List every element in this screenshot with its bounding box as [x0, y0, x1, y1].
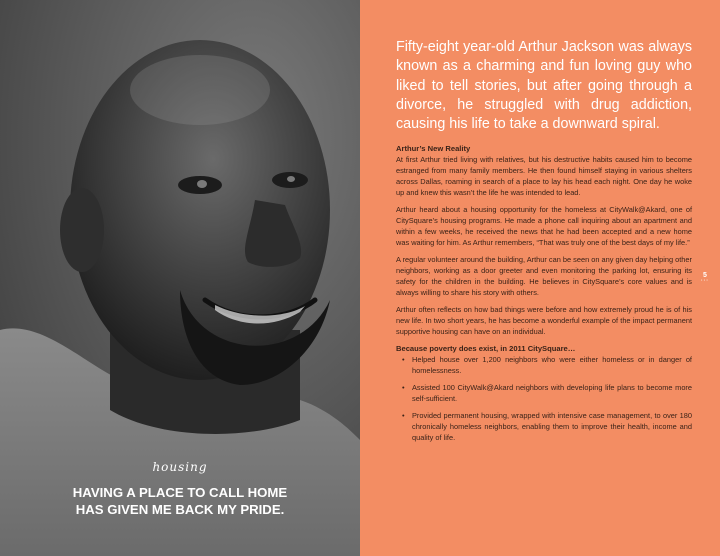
housing-label: housing	[152, 460, 208, 474]
pull-quote	[40, 484, 320, 518]
article-body	[396, 143, 692, 449]
lead-paragraph: Fifty-eight year-old Arthur Jackson was always known as a charming and fun loving guy who liked to tell stories, but after going through a divorce, he struggled with drug addiction, causing his life to take a downward spiral.	[396, 39, 692, 133]
right-page	[360, 0, 720, 556]
paragraph: A regular volunteer around the building, Arthur can be seen on any given day helping other neighbors, working as a door greeter and even monitoring the parking lot, ensuring its safety for the children in the building. He believes in CitySquare’s core values and is always willing to share his story with others.	[396, 255, 692, 297]
paragraph: Arthur heard about a housing opportunity for the homeless at CityWalk@Akard, one of CitySquare’s housing programs. He made a phone call inquiring about an apartment and within a few weeks, he received the news that he had been accepted and a new home was waiting for him. As Arthur remembers, “That was truly one of the best days of my life.”	[396, 205, 692, 247]
page-number-dots: ···	[701, 278, 709, 284]
section-heading: Arthur’s New Reality	[396, 144, 471, 153]
pull-quote-line-2: HAS GIVEN ME BACK MY PRIDE.	[75, 502, 285, 517]
paragraph: Arthur often reflects on how bad things were before and how extremely proud he is of his new life. In two short years, he has become a wonderful example of the impact permanent supportive housing can have on an individual.	[396, 305, 692, 336]
paragraph: At first Arthur tried living with relatives, but his destructive habits caused him to become estranged from many family members. He then found himself staying in various shelters across Dallas, roaming in search of a place to lay his head each night. One day he woke up and knew this wasn’t the life he was intended to lead.	[396, 155, 692, 197]
list-item: • Assisted 100 CityWalk@Akard neighbors with developing life plans to become more self-sufficient.	[412, 382, 692, 404]
list-item: • Provided permanent housing, wrapped with intensive case management, to over 180 chronically homeless neighbors, enabling them to improve their health, income and quality of life.	[412, 410, 692, 443]
page-number	[698, 272, 712, 283]
list-item: • Helped house over 1,200 neighbors who were either homeless or in danger of homelessness.	[412, 354, 692, 376]
stats-list	[396, 354, 692, 443]
page-number-value: 5	[703, 272, 707, 279]
section-heading: Because poverty does exist, in 2011 CitySquare…	[396, 344, 576, 353]
pull-quote-line-1: HAVING A PLACE TO CALL HOME	[72, 485, 288, 500]
